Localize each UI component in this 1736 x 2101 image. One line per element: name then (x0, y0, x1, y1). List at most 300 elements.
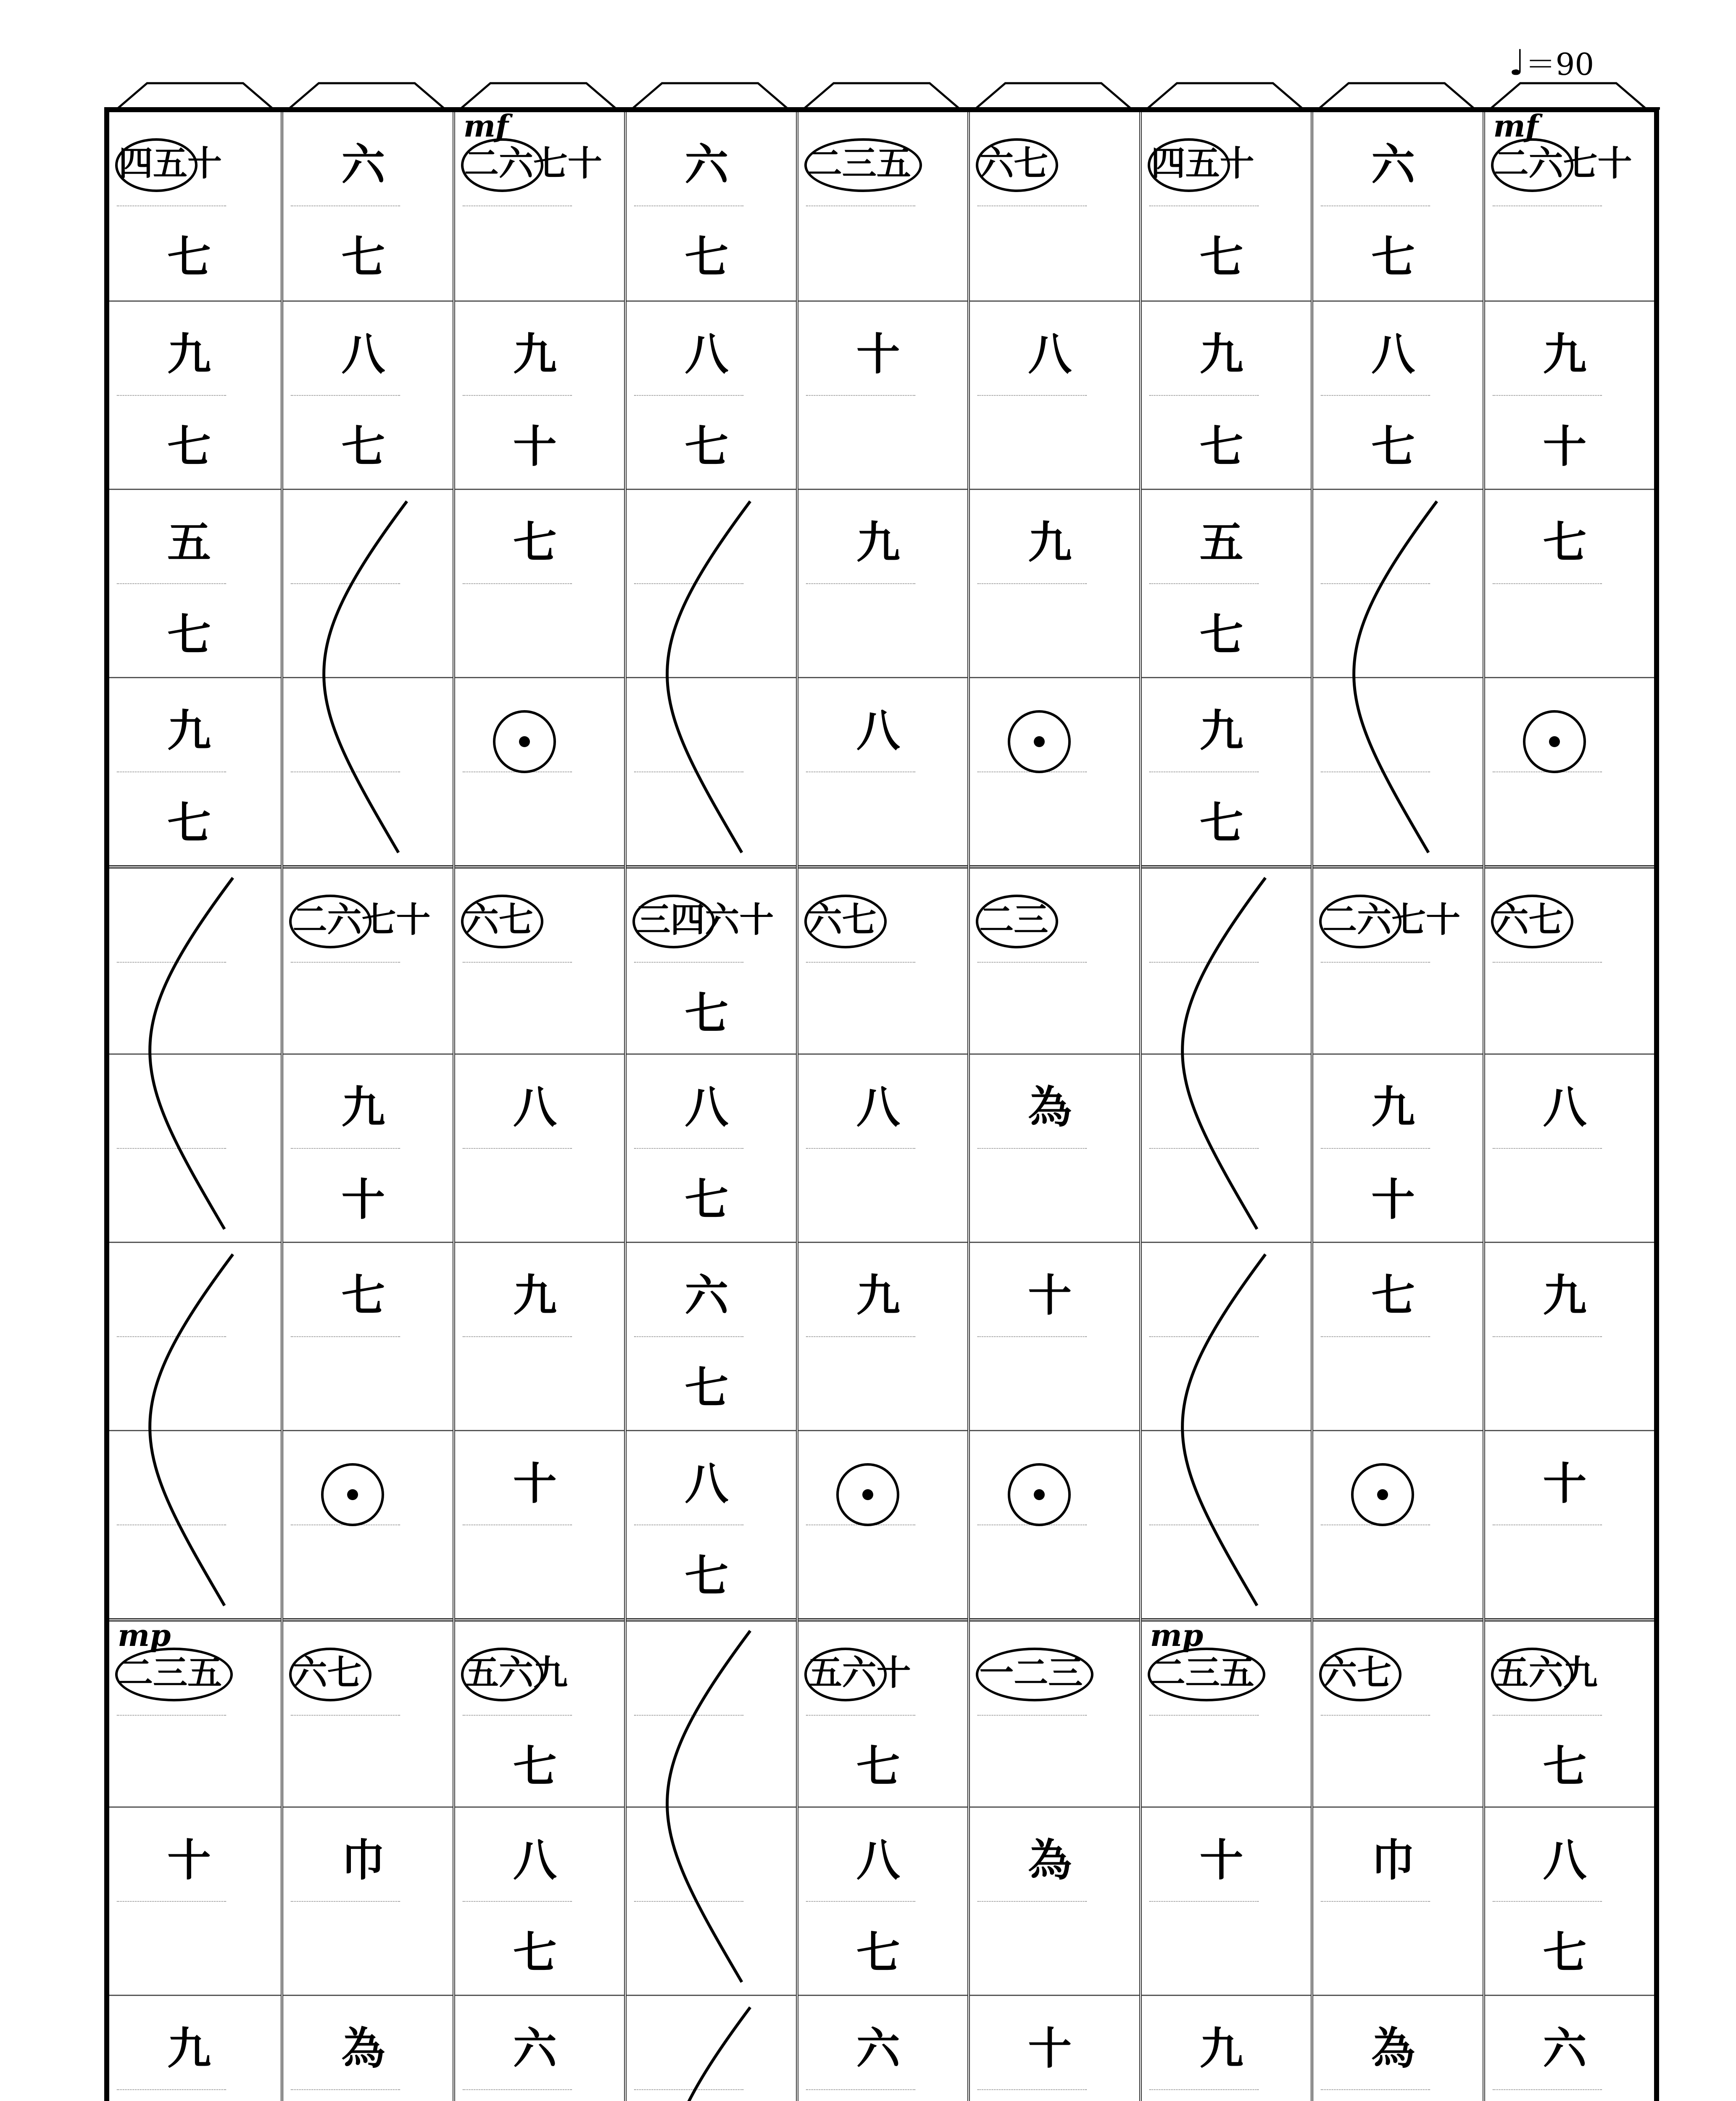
notation-character: 六 (856, 2023, 900, 2074)
column-tab (976, 83, 1130, 108)
score-column (1139, 112, 1311, 2101)
guide-line (634, 1524, 743, 1525)
score-cell (970, 1053, 1139, 1242)
guide-line (1321, 1715, 1430, 1716)
chord-rest-part: 七十 (533, 144, 602, 184)
slur-curve (627, 1627, 798, 1986)
score-cell (1142, 1995, 1311, 2101)
guide-line (806, 771, 915, 772)
notation-character: 七 (1543, 1927, 1587, 1978)
chord-circled-part: 二三五 (119, 1653, 222, 1693)
score-grid (104, 107, 1659, 2101)
guide-line (117, 771, 226, 772)
score-cell (1485, 1806, 1654, 1995)
score-column (281, 112, 452, 2101)
notation-character: 十 (1028, 2023, 1072, 2074)
score-cell (1313, 1430, 1482, 1618)
slur-path (667, 501, 751, 853)
score-cell (798, 865, 967, 1053)
notation-character: 九 (167, 2023, 211, 2074)
chord-circled-part: 六七 (292, 1653, 362, 1693)
guide-line (1493, 1901, 1602, 1902)
chord-rest-part: 十 (187, 144, 222, 184)
notation-character: 九 (341, 1082, 385, 1133)
dynamic-marking: mf (1493, 108, 1538, 144)
column-tab (1148, 83, 1302, 108)
score-cell (627, 865, 796, 1053)
score-cell (1485, 108, 1654, 300)
guide-line (1149, 1901, 1259, 1902)
notation-character: 五 (1199, 517, 1243, 568)
chord-circled-part: 二三 (979, 900, 1048, 940)
slur-curve (627, 497, 798, 857)
guide-line (1493, 583, 1602, 584)
chord-rest-part: 六十 (705, 900, 774, 940)
guide-line (117, 1901, 226, 1902)
notation-character: 七 (513, 517, 557, 568)
guide-line (463, 1336, 572, 1337)
chord-oval (1491, 1648, 1573, 1701)
guide-line (1149, 395, 1259, 396)
score-column (967, 112, 1139, 2101)
score-cell (109, 112, 281, 300)
score-cell (627, 1053, 796, 1242)
notation-character: 十 (1543, 1458, 1587, 1509)
guide-line (1149, 2089, 1259, 2090)
chord-oval (461, 1648, 543, 1701)
notation-character: 八 (1543, 1835, 1587, 1886)
column-tab (461, 83, 616, 108)
score-cell (1313, 112, 1482, 300)
guide-line (1321, 1336, 1430, 1337)
score-cell (283, 1430, 452, 1618)
dynamic-marking: mf (463, 108, 509, 144)
notation-character: 十 (856, 329, 900, 380)
chord-circled-part: 五六 (1494, 1653, 1563, 1693)
notation-character: 七 (341, 1270, 385, 1321)
score-cell (1485, 489, 1654, 677)
score-cell (1142, 1618, 1311, 1806)
chord-circled-part: 二三五 (807, 144, 911, 184)
chord-circled-part: 二六 (1322, 900, 1392, 940)
notation-character: 七 (685, 1551, 729, 1602)
guide-line (977, 1901, 1087, 1902)
notation-character: 七 (341, 421, 385, 472)
score-cell (109, 1618, 281, 1806)
chord-oval (976, 1648, 1093, 1701)
notation-character: 七 (167, 798, 211, 849)
notation-character: 十 (1199, 1835, 1243, 1886)
chord-oval (1148, 138, 1230, 192)
guide-line (1493, 1336, 1602, 1337)
score-cell (1142, 677, 1311, 865)
score-cell (1485, 1242, 1654, 1430)
guide-line (291, 1715, 400, 1716)
guide-line (977, 583, 1087, 584)
notation-character: 七 (1199, 232, 1243, 283)
notation-character: 八 (856, 1082, 900, 1133)
score-cell (455, 108, 624, 300)
score-cell (455, 1995, 624, 2101)
chord-rest-part: 十 (876, 1653, 911, 1693)
score-cell (283, 300, 452, 489)
score-cell (798, 1995, 967, 2101)
notation-character: 七 (856, 1741, 900, 1792)
guide-line (291, 1901, 400, 1902)
score-cell (970, 1618, 1139, 1806)
notation-character: 巾 (1371, 1835, 1415, 1886)
slur-path (667, 2007, 751, 2101)
guide-line (806, 1715, 915, 1716)
notation-character: 為 (341, 2023, 385, 2074)
chord-oval (804, 138, 922, 192)
column-tab (1491, 83, 1646, 108)
score-cell (109, 489, 281, 677)
score-cell (283, 1618, 452, 1806)
notation-character: 十 (1028, 1270, 1072, 1321)
score-column (453, 108, 624, 2101)
guide-line (634, 1148, 743, 1149)
guide-line (1149, 771, 1259, 772)
guide-line (806, 2089, 915, 2090)
chord-oval (1148, 1648, 1265, 1701)
notation-character: 七 (1371, 1270, 1415, 1321)
score-cell (970, 1430, 1139, 1618)
guide-line (1321, 1901, 1430, 1902)
notation-character: 七 (167, 232, 211, 283)
notation-character: 七 (513, 1741, 557, 1792)
chord-oval (804, 1648, 887, 1701)
notation-character: 七 (1371, 232, 1415, 283)
chord-circled-part: 一二三 (979, 1653, 1083, 1693)
score-column (796, 112, 967, 2101)
guide-line (806, 1148, 915, 1149)
notation-character: 八 (685, 1458, 729, 1509)
column-tab (1319, 83, 1474, 108)
score-cell (1313, 1995, 1482, 2101)
chord-circled-part: 五六 (464, 1653, 533, 1693)
slur-curve (109, 874, 281, 1233)
score-cell (970, 1806, 1139, 1995)
chord-oval (632, 895, 715, 948)
dynamic-marking: mp (118, 1617, 171, 1653)
slur-curve (283, 497, 455, 857)
chord-circled-part: 六七 (979, 144, 1048, 184)
guide-line (291, 962, 400, 963)
notation-character: 七 (1199, 609, 1243, 661)
notation-character: 七 (1199, 798, 1243, 849)
score-cell (1142, 489, 1311, 677)
guide-line (291, 205, 400, 206)
notation-character: 九 (1199, 2023, 1243, 2074)
score-cell (798, 1053, 967, 1242)
chord-oval (1319, 895, 1401, 948)
chord-rest-part: 九 (533, 1653, 568, 1693)
notation-character: 七 (685, 988, 729, 1039)
guide-line (1493, 962, 1602, 963)
guide-line (1321, 2089, 1430, 2090)
notation-character: 五 (167, 517, 211, 568)
guide-line (1321, 205, 1430, 206)
score-cell (1142, 1806, 1311, 1995)
guide-line (1493, 2089, 1602, 2090)
notation-character: 八 (856, 705, 900, 756)
guide-line (634, 1336, 743, 1337)
notation-character: 八 (685, 329, 729, 380)
guide-line (806, 395, 915, 396)
slur-path (150, 1254, 233, 1606)
chord-rest-part: 九 (1563, 1653, 1598, 1693)
quarter-note-icon: ♩ (1509, 42, 1525, 83)
score-cell (1142, 112, 1311, 300)
notation-character: 九 (513, 1270, 557, 1321)
guide-line (1149, 583, 1259, 584)
chord-oval (976, 138, 1058, 192)
column-tab (632, 83, 787, 108)
score-cell (970, 300, 1139, 489)
notation-character: 八 (1028, 329, 1072, 380)
notation-character: 七 (856, 1927, 900, 1978)
chord-oval (1319, 1648, 1401, 1701)
score-cell (1485, 677, 1654, 865)
chord-oval (289, 895, 371, 948)
chord-rest-part: 十 (1220, 144, 1254, 184)
chord-circled-part: 二三五 (1151, 1653, 1254, 1693)
score-cell (1485, 865, 1654, 1053)
score-cell (109, 300, 281, 489)
notation-character: 七 (685, 1362, 729, 1414)
notation-character: 九 (1371, 1082, 1415, 1133)
score-cell (283, 1053, 452, 1242)
chord-oval (461, 895, 543, 948)
score-cell (455, 1242, 624, 1430)
guide-line (1493, 395, 1602, 396)
chord-oval (804, 895, 887, 948)
score-cell (455, 300, 624, 489)
chord-rest-part: 七十 (1563, 144, 1632, 184)
guide-line (1321, 395, 1430, 396)
chord-oval (289, 1648, 371, 1701)
notation-character: 為 (1028, 1835, 1072, 1886)
guide-line (1493, 1715, 1602, 1716)
guide-line (463, 962, 572, 963)
guide-line (1493, 1148, 1602, 1149)
chord-oval (115, 138, 198, 192)
guide-line (1149, 205, 1259, 206)
notation-character: 七 (167, 421, 211, 472)
slur-curve (1142, 874, 1313, 1233)
guide-line (117, 395, 226, 396)
notation-character: 七 (685, 1174, 729, 1225)
slur-path (324, 501, 407, 853)
guide-line (117, 583, 226, 584)
chord-circled-part: 六七 (464, 900, 533, 940)
guide-line (634, 395, 743, 396)
chord-circled-part: 二六 (1494, 144, 1563, 184)
notation-character: 十 (1371, 1174, 1415, 1225)
chord-circled-part: 二六 (464, 144, 533, 184)
guide-line (977, 395, 1087, 396)
guide-line (977, 962, 1087, 963)
score-cell (455, 1806, 624, 1995)
notation-character: 九 (167, 705, 211, 756)
notation-character: 七 (513, 1927, 557, 1978)
chord-circled-part: 三四 (636, 900, 705, 940)
guide-line (463, 1524, 572, 1525)
chord-oval (1491, 895, 1573, 948)
notation-character: 九 (1199, 329, 1243, 380)
column-tab (118, 83, 272, 108)
guide-line (291, 1336, 400, 1337)
score-cell (455, 677, 624, 865)
score-cell (455, 1618, 624, 1806)
notation-character: 九 (1543, 329, 1587, 380)
chord-circled-part: 六七 (1322, 1653, 1392, 1693)
chord-rest-part: 七十 (361, 900, 431, 940)
guide-line (806, 962, 915, 963)
guide-line (806, 1901, 915, 1902)
score-cell (1485, 1053, 1654, 1242)
chord-circled-part: 六七 (1494, 900, 1563, 940)
score-cell (1313, 1242, 1482, 1430)
chord-rest-part: 七十 (1391, 900, 1461, 940)
notation-character: 八 (513, 1082, 557, 1133)
guide-line (806, 205, 915, 206)
notation-character: 八 (856, 1835, 900, 1886)
score-cell (798, 489, 967, 677)
score-column (1311, 112, 1482, 2101)
slur-path (150, 878, 233, 1229)
notation-character: 為 (1371, 2023, 1415, 2074)
chord-circled-part: 六七 (807, 900, 877, 940)
guide-line (977, 2089, 1087, 2090)
score-cell (1313, 1618, 1482, 1806)
notation-character: 十 (1543, 421, 1587, 472)
score-cell (1485, 300, 1654, 489)
score-cell (970, 865, 1139, 1053)
score-cell (970, 489, 1139, 677)
score-cell (109, 677, 281, 865)
guide-line (463, 205, 572, 206)
guide-line (291, 2089, 400, 2090)
guide-line (1493, 205, 1602, 206)
score-cell (798, 300, 967, 489)
circled-dot-icon (1008, 1463, 1071, 1526)
score-cell (798, 1806, 967, 1995)
guide-line (977, 1148, 1087, 1149)
chord-oval (115, 1648, 233, 1701)
score-cell (455, 1430, 624, 1618)
notation-character: 六 (513, 2023, 557, 2074)
score-cell (627, 300, 796, 489)
guide-line (977, 205, 1087, 206)
score-cell (627, 1430, 796, 1618)
score-cell (109, 1995, 281, 2101)
guide-line (463, 1901, 572, 1902)
chord-circled-part: 四五 (1151, 144, 1220, 184)
slur-path (1354, 501, 1437, 853)
notation-character: 六 (685, 139, 729, 190)
score-cell (1313, 865, 1482, 1053)
chord-oval (461, 138, 543, 192)
guide-line (291, 395, 400, 396)
guide-line (463, 2089, 572, 2090)
score-column (1483, 108, 1654, 2101)
slur-path (1182, 1254, 1265, 1606)
notation-character: 八 (341, 329, 385, 380)
score-cell (627, 112, 796, 300)
guide-line (806, 583, 915, 584)
score-cell (627, 1242, 796, 1430)
score-cell (798, 677, 967, 865)
slur-curve (109, 1250, 281, 1610)
score-cell (1313, 300, 1482, 489)
notation-character: 十 (513, 1458, 557, 1509)
notation-character: 十 (341, 1174, 385, 1225)
notation-character: 九 (856, 517, 900, 568)
chord-oval (1491, 138, 1573, 192)
guide-line (463, 1715, 572, 1716)
notation-character: 九 (1199, 705, 1243, 756)
score-cell (455, 489, 624, 677)
guide-line (977, 1336, 1087, 1337)
guide-line (463, 1148, 572, 1149)
score-cell (455, 865, 624, 1053)
tempo-value: ＝90 (1525, 47, 1594, 82)
score-cell (1142, 300, 1311, 489)
circled-dot-icon (493, 710, 556, 773)
notation-character: 八 (1543, 1082, 1587, 1133)
notation-character: 七 (1543, 1741, 1587, 1792)
notation-character: 七 (1371, 421, 1415, 472)
chord-oval (976, 895, 1058, 948)
guide-line (117, 2089, 226, 2090)
score-cell (283, 1806, 452, 1995)
notation-character: 六 (685, 1270, 729, 1321)
guide-line (977, 1715, 1087, 1716)
score-cell (970, 112, 1139, 300)
dynamic-marking: mp (1150, 1617, 1204, 1653)
slur-path (667, 1631, 751, 1982)
slur-curve (627, 2003, 798, 2101)
score-cell (1485, 1995, 1654, 2101)
score-cell (970, 1242, 1139, 1430)
score-cell (798, 1618, 967, 1806)
notation-character: 十 (513, 421, 557, 472)
notation-character: 十 (167, 1835, 211, 1886)
circled-dot-icon (1351, 1463, 1414, 1526)
guide-line (463, 395, 572, 396)
notation-character: 八 (513, 1835, 557, 1886)
notation-character: 七 (167, 609, 211, 661)
guide-line (634, 962, 743, 963)
notation-character: 九 (513, 329, 557, 380)
score-column (624, 112, 796, 2101)
score-cell (283, 1995, 452, 2101)
notation-character: 八 (685, 1082, 729, 1133)
notation-character: 巾 (341, 1835, 385, 1886)
chord-circled-part: 五六 (807, 1653, 877, 1693)
chord-circled-part: 四五 (119, 144, 188, 184)
guide-line (463, 583, 572, 584)
score-cell (109, 1806, 281, 1995)
circled-dot-icon (321, 1463, 384, 1526)
score-cell (455, 1053, 624, 1242)
notation-character: 九 (167, 329, 211, 380)
circled-dot-icon (836, 1463, 899, 1526)
score-cell (283, 112, 452, 300)
guide-line (1149, 1715, 1259, 1716)
